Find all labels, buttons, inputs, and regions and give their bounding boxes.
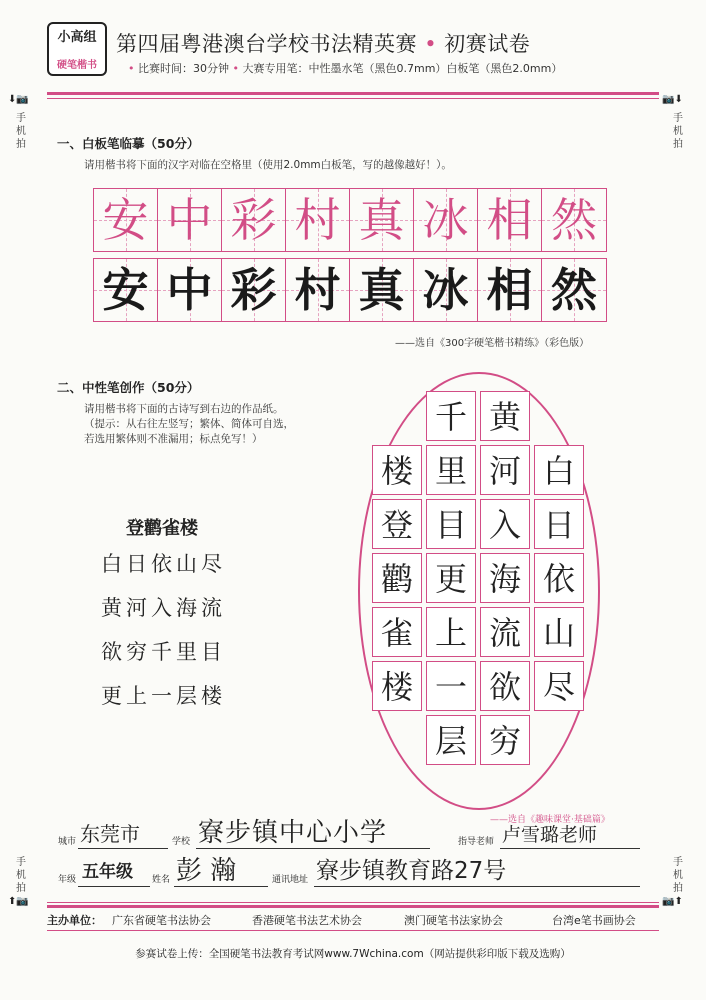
- bullet-1: •: [128, 62, 135, 75]
- grid-cell: [350, 259, 414, 321]
- work-cell: 一: [426, 661, 476, 711]
- written-char: 然: [551, 263, 597, 317]
- address-label: 通讯地址: [272, 875, 309, 885]
- logo-badge: [47, 22, 107, 76]
- work-cell: 日: [534, 499, 584, 549]
- section1-source: ——选自《300字硬笔楷书精练》（彩色版）: [395, 338, 590, 349]
- teacher-value: 卢雪璐老师: [502, 824, 598, 846]
- exam-pens: 大赛专用笔：中性墨水笔（黑色0.7mm）白板笔（黑色2.0mm）: [242, 62, 563, 75]
- city-line: [78, 848, 168, 849]
- grid-cell: [222, 259, 286, 321]
- side-char: 机: [16, 126, 26, 137]
- work-cell: 黄: [480, 391, 530, 441]
- work-cell: 楼: [372, 661, 422, 711]
- grid-cell: [414, 259, 478, 321]
- exam-time: 比赛时间：30分钟: [138, 62, 229, 75]
- model-char: 相: [486, 193, 533, 247]
- copy-row-model: [93, 188, 607, 252]
- written-char: 村: [294, 263, 341, 317]
- scan-mark-bottom-left: ⬆📷: [8, 896, 29, 907]
- title-suffix: 初赛试卷: [444, 32, 531, 56]
- address-value: 寮步镇教育路27号: [316, 858, 507, 884]
- poem-line: 白日依山尽: [101, 552, 226, 576]
- written-char: 相: [486, 263, 533, 317]
- grid-cell: [158, 259, 222, 321]
- written-char: 冰: [422, 263, 469, 317]
- grid-cell: [414, 189, 478, 251]
- name-label: 姓名: [152, 875, 171, 885]
- scan-mark-bottom-right: 📷⬆: [662, 896, 683, 907]
- model-char: 然: [551, 193, 597, 247]
- work-cell: 依: [534, 553, 584, 603]
- poem-title: 登鹳雀楼: [126, 518, 198, 539]
- grade-line: [78, 886, 150, 887]
- work-cell: 楼: [372, 445, 422, 495]
- scan-mark-top-right: 📷⬇: [662, 94, 683, 105]
- side-char: 手: [673, 857, 683, 868]
- grid-cell: [478, 259, 542, 321]
- top-rule-thick: [47, 92, 659, 95]
- section2-instruction-2: （提示：从右往左竖写；繁体、简体可自选，: [84, 418, 294, 430]
- name-value: 彭 瀚: [176, 856, 237, 886]
- section1-instruction: 请用楷书将下面的汉字对临在空格里（使用2.0mm白板笔，写的越像越好！）。: [84, 159, 452, 171]
- organizers-label: 主办单位：: [47, 914, 102, 927]
- work-cell: 穷: [480, 715, 530, 765]
- poem-line: 欲穷千里目: [101, 640, 226, 664]
- written-char: 彩: [230, 263, 277, 317]
- organizer-4: 台湾e笔书画协会: [552, 914, 636, 927]
- section1-title: 一、白板笔临摹（50分）: [57, 136, 200, 151]
- side-label-right-top: [670, 112, 686, 151]
- section2-source: ——选自《趣味课堂·基础篇》: [490, 815, 610, 825]
- work-cell: 欲: [480, 661, 530, 711]
- written-char: 真: [358, 263, 405, 317]
- model-char: 真: [358, 193, 405, 247]
- exam-info: [128, 60, 562, 76]
- poem-line: 黄河入海流: [101, 596, 226, 620]
- work-cell: 白: [534, 445, 584, 495]
- grid-cell: [350, 189, 414, 251]
- side-char: 手: [16, 113, 26, 124]
- side-label-right-bottom: [670, 856, 686, 895]
- side-label-left-top: [13, 112, 29, 151]
- title-main: 第四届粤港澳台学校书法精英赛: [116, 32, 417, 56]
- work-cell: 入: [480, 499, 530, 549]
- scan-mark-top-left: ⬇📷: [8, 94, 29, 105]
- side-char: 机: [673, 870, 683, 881]
- city-label: 城市: [58, 837, 77, 847]
- school-value: 寮步镇中心小学: [198, 818, 388, 848]
- work-cell: 上: [426, 607, 476, 657]
- model-char: 冰: [422, 193, 469, 247]
- side-char: 手: [673, 113, 683, 124]
- school-label: 学校: [172, 837, 191, 847]
- grid-cell: [478, 189, 542, 251]
- name-line: [174, 886, 268, 887]
- grid-cell: [158, 189, 222, 251]
- footer-rule: [47, 930, 659, 931]
- side-char: 手: [16, 857, 26, 868]
- work-cell: 尽: [534, 661, 584, 711]
- written-char: 安: [102, 263, 149, 317]
- model-char: 村: [294, 193, 341, 247]
- grid-cell: [94, 259, 158, 321]
- work-cell: 里: [426, 445, 476, 495]
- footer-upload-note: 参赛试卷上传：全国硬笔书法教育考试网www.7Wchina.com（网站提供彩印版下载及选购）: [135, 948, 571, 960]
- top-rule-thin: [47, 98, 659, 99]
- side-char: 拍: [673, 883, 683, 894]
- copy-row-written: [93, 258, 607, 322]
- organizer-3: 澳门硬笔书法家协会: [404, 914, 503, 927]
- work-cell: 雀: [372, 607, 422, 657]
- work-cell: 海: [480, 553, 530, 603]
- work-cell: 河: [480, 445, 530, 495]
- work-cell: 千: [426, 391, 476, 441]
- bottom-rule-thick: [47, 905, 659, 908]
- page-title: [116, 28, 530, 58]
- organizer-2: 香港硬笔书法艺术协会: [252, 914, 362, 927]
- work-cell: 目: [426, 499, 476, 549]
- side-char: 拍: [673, 139, 683, 150]
- poem-line: 更上一层楼: [101, 684, 226, 708]
- grid-cell: [94, 189, 158, 251]
- grade-value: 五年级: [82, 862, 133, 882]
- model-char: 彩: [230, 193, 277, 247]
- teacher-label: 指导老师: [458, 837, 495, 847]
- model-char: 安: [102, 193, 149, 247]
- work-cell: 更: [426, 553, 476, 603]
- bullet-2: •: [232, 62, 239, 75]
- work-cell: 流: [480, 607, 530, 657]
- section2-instruction-1: 请用楷书将下面的古诗写到右边的作品纸。: [84, 403, 284, 415]
- section2-instruction-3: 若选用繁体则不准漏用；标点免写！）: [84, 433, 263, 445]
- bottom-rule-thin: [47, 902, 659, 903]
- work-cell: 鹳: [372, 553, 422, 603]
- side-char: 机: [16, 870, 26, 881]
- grid-cell: [542, 189, 606, 251]
- work-cell: 登: [372, 499, 422, 549]
- school-line: [196, 848, 430, 849]
- address-line: [314, 886, 640, 887]
- grid-cell: [286, 259, 350, 321]
- teacher-line: [500, 848, 640, 849]
- work-cell: 层: [426, 715, 476, 765]
- grade-label: 年级: [58, 875, 77, 885]
- organizer-1: 广东省硬笔书法协会: [112, 914, 211, 927]
- written-char: 中: [166, 263, 213, 317]
- side-char: 机: [673, 126, 683, 137]
- side-char: 拍: [16, 139, 26, 150]
- side-label-left-bottom: [13, 856, 29, 895]
- grid-cell: [222, 189, 286, 251]
- model-char: 中: [166, 193, 213, 247]
- logo-line2: 硬笔楷书: [57, 60, 97, 71]
- side-char: 拍: [16, 883, 26, 894]
- section2-title: 二、中性笔创作（50分）: [57, 380, 200, 395]
- logo-line1: 小高组: [57, 30, 97, 45]
- city-value: 东莞市: [80, 822, 140, 846]
- grid-cell: [286, 189, 350, 251]
- grid-cell: [542, 259, 606, 321]
- work-cell: 山: [534, 607, 584, 657]
- title-dot: •: [424, 32, 438, 56]
